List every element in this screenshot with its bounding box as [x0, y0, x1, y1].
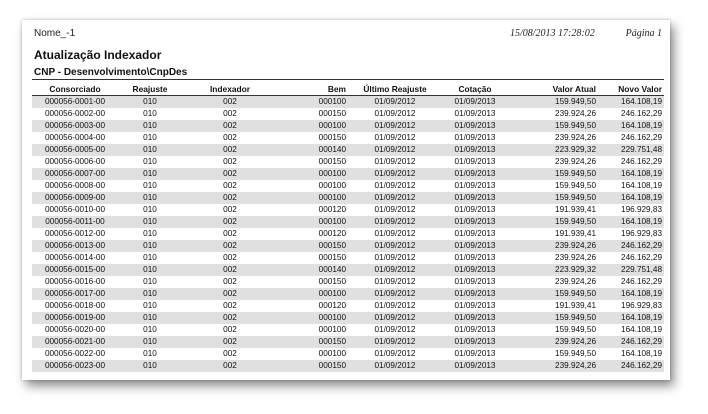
- cell-indexador: 002: [182, 192, 278, 204]
- cell-bem: 000140: [278, 264, 348, 276]
- cell-consorciado: 000056-0007-00: [32, 168, 118, 180]
- cell-ultimo-reajuste: 01/09/2012: [374, 109, 416, 118]
- cell-reajuste: 010: [118, 192, 182, 204]
- results-table: [32, 82, 664, 372]
- cell-consorciado: 000056-0023-00: [32, 360, 118, 372]
- cell-valor-atual: 223.929,32: [508, 144, 598, 156]
- cell-cotacao: 01/09/2013: [442, 288, 508, 300]
- cell-reajuste: 010: [118, 360, 182, 372]
- cell-valor-atual: 159.949,50: [508, 120, 598, 132]
- cell-novo-valor: 164.108,19: [598, 216, 664, 228]
- cell-valor-atual: 159.949,50: [555, 349, 596, 358]
- cell-ultimo-reajuste: 01/09/2012: [374, 181, 416, 190]
- col-header: Indexador: [182, 82, 278, 96]
- report-title: Atualização Indexador: [34, 48, 162, 62]
- cell-consorciado: 000056-0022-00: [44, 349, 106, 358]
- cell-bem: 000150: [318, 133, 346, 142]
- cell-novo-valor: 164.108,19: [598, 288, 664, 300]
- cell-reajuste: 010: [118, 216, 182, 228]
- cell-consorciado: 000056-0005-00: [32, 144, 118, 156]
- cell-indexador: 002: [223, 253, 237, 262]
- cell-consorciado: 000056-0013-00: [32, 240, 118, 252]
- cell-reajuste: 010: [118, 144, 182, 156]
- table-row: [32, 348, 664, 360]
- report-page: [22, 20, 670, 380]
- cell-indexador: 002: [182, 144, 278, 156]
- cell-bem: 000120: [318, 301, 346, 310]
- cell-novo-valor: 164.108,19: [598, 192, 664, 204]
- cell-indexador: 002: [223, 277, 237, 286]
- cell-valor-atual: 239.924,26: [508, 360, 598, 372]
- col-header: Valor Atual: [508, 82, 598, 96]
- table-row: [32, 324, 664, 336]
- cell-bem: 000150: [278, 240, 348, 252]
- cell-consorciado: 000056-0019-00: [32, 312, 118, 324]
- cell-valor-atual: 159.949,50: [508, 288, 598, 300]
- cell-cotacao: 01/09/2013: [442, 360, 508, 372]
- table-row: [32, 264, 664, 276]
- cell-ultimo-reajuste: 01/09/2012: [348, 192, 442, 204]
- table-row: [32, 228, 664, 240]
- cell-novo-valor: 164.108,19: [598, 168, 664, 180]
- cell-indexador: 002: [182, 360, 278, 372]
- cell-reajuste: 010: [118, 96, 182, 109]
- cell-indexador: 002: [182, 240, 278, 252]
- cell-novo-valor: 164.108,19: [621, 325, 662, 334]
- report-name: Nome_-1: [34, 28, 76, 39]
- cell-reajuste: 010: [143, 229, 157, 238]
- cell-cotacao: 01/09/2013: [454, 301, 496, 310]
- cell-cotacao: 01/09/2013: [442, 216, 508, 228]
- cell-consorciado: 000056-0021-00: [32, 336, 118, 348]
- cell-reajuste: 010: [143, 301, 157, 310]
- table-row: [32, 132, 664, 144]
- cell-novo-valor: 246.162,29: [621, 253, 662, 262]
- cell-valor-atual: 159.949,50: [508, 312, 598, 324]
- cell-cotacao: 01/09/2013: [454, 253, 496, 262]
- page-header: [32, 28, 664, 42]
- cell-bem: 000150: [318, 109, 346, 118]
- cell-reajuste: 010: [143, 133, 157, 142]
- cell-consorciado: 000056-0010-00: [44, 205, 106, 214]
- cell-cotacao: 01/09/2013: [454, 349, 496, 358]
- cell-indexador: 002: [182, 264, 278, 276]
- cell-indexador: 002: [223, 349, 237, 358]
- cell-bem: 000100: [278, 120, 348, 132]
- table-row: [32, 144, 664, 156]
- cell-consorciado: 000056-0009-00: [32, 192, 118, 204]
- cell-bem: 000100: [318, 349, 346, 358]
- table-row: [32, 180, 664, 192]
- cell-bem: 000150: [278, 360, 348, 372]
- cell-ultimo-reajuste: 01/09/2012: [374, 301, 416, 310]
- cell-indexador: 002: [182, 336, 278, 348]
- table-row: [32, 312, 664, 324]
- cell-consorciado: 000056-0016-00: [44, 277, 106, 286]
- cell-ultimo-reajuste: 01/09/2012: [348, 240, 442, 252]
- section-label: CNP - Desenvolvimento\CnpDes: [34, 67, 188, 78]
- cell-indexador: 002: [223, 109, 237, 118]
- cell-reajuste: 010: [143, 205, 157, 214]
- cell-bem: 000120: [318, 229, 346, 238]
- cell-ultimo-reajuste: 01/09/2012: [374, 205, 416, 214]
- table-row: [32, 300, 664, 312]
- table-row: [32, 336, 664, 348]
- cell-indexador: 002: [223, 181, 237, 190]
- cell-consorciado: 000056-0004-00: [44, 133, 106, 142]
- cell-reajuste: 010: [118, 240, 182, 252]
- cell-indexador: 002: [182, 216, 278, 228]
- cell-valor-atual: 159.949,50: [555, 325, 596, 334]
- cell-bem: 000100: [278, 216, 348, 228]
- cell-ultimo-reajuste: 01/09/2012: [374, 133, 416, 142]
- cell-reajuste: 010: [143, 109, 157, 118]
- cell-cotacao: 01/09/2013: [454, 157, 496, 166]
- cell-cotacao: 01/09/2013: [442, 96, 508, 109]
- cell-valor-atual: 239.924,26: [555, 253, 596, 262]
- cell-cotacao: 01/09/2013: [442, 192, 508, 204]
- cell-ultimo-reajuste: 01/09/2012: [348, 360, 442, 372]
- col-header: Consorciado: [32, 82, 118, 96]
- cell-reajuste: 010: [143, 253, 157, 262]
- col-header: Novo Valor: [598, 82, 664, 96]
- table-row: [32, 120, 664, 132]
- table-row: [32, 360, 664, 372]
- cell-valor-atual: 159.949,50: [508, 216, 598, 228]
- cell-cotacao: 01/09/2013: [454, 109, 496, 118]
- cell-novo-valor: 196.929,83: [621, 301, 662, 310]
- cell-cotacao: 01/09/2013: [454, 277, 496, 286]
- cell-novo-valor: 246.162,29: [598, 240, 664, 252]
- cell-valor-atual: 191.939,41: [555, 205, 596, 214]
- cell-cotacao: 01/09/2013: [442, 264, 508, 276]
- table-row: [32, 96, 664, 109]
- cell-valor-atual: 159.949,50: [508, 168, 598, 180]
- cell-cotacao: 01/09/2013: [442, 144, 508, 156]
- cell-bem: 000120: [318, 205, 346, 214]
- cell-consorciado: 000056-0014-00: [44, 253, 106, 262]
- cell-indexador: 002: [182, 168, 278, 180]
- cell-consorciado: 000056-0008-00: [44, 181, 106, 190]
- cell-cotacao: 01/09/2013: [442, 168, 508, 180]
- cell-valor-atual: 239.924,26: [555, 109, 596, 118]
- cell-indexador: 002: [223, 301, 237, 310]
- table-row: [32, 204, 664, 216]
- cell-ultimo-reajuste: 01/09/2012: [374, 349, 416, 358]
- cell-consorciado: 000056-0006-00: [44, 157, 106, 166]
- cell-novo-valor: 246.162,29: [621, 133, 662, 142]
- cell-novo-valor: 196.929,83: [621, 205, 662, 214]
- cell-cotacao: 01/09/2013: [454, 133, 496, 142]
- cell-novo-valor: 164.108,19: [598, 120, 664, 132]
- cell-bem: 000150: [278, 336, 348, 348]
- table-row: [32, 276, 664, 288]
- cell-bem: 000100: [278, 168, 348, 180]
- cell-indexador: 002: [223, 205, 237, 214]
- cell-novo-valor: 229.751,48: [598, 264, 664, 276]
- cell-consorciado: 000056-0003-00: [32, 120, 118, 132]
- table-row: [32, 216, 664, 228]
- cell-bem: 000100: [318, 325, 346, 334]
- col-header: Reajuste: [118, 82, 182, 96]
- table-row: [32, 288, 664, 300]
- cell-consorciado: 000056-0020-00: [44, 325, 106, 334]
- cell-reajuste: 010: [118, 264, 182, 276]
- cell-ultimo-reajuste: 01/09/2012: [348, 264, 442, 276]
- cell-ultimo-reajuste: 01/09/2012: [348, 288, 442, 300]
- cell-novo-valor: 246.162,29: [621, 277, 662, 286]
- cell-reajuste: 010: [143, 157, 157, 166]
- cell-cotacao: 01/09/2013: [442, 120, 508, 132]
- cell-cotacao: 01/09/2013: [442, 312, 508, 324]
- cell-consorciado: 000056-0018-00: [44, 301, 106, 310]
- cell-valor-atual: 239.924,26: [555, 277, 596, 286]
- col-header: Bem: [278, 82, 348, 96]
- cell-cotacao: 01/09/2013: [442, 336, 508, 348]
- table-row: [32, 192, 664, 204]
- table-row: [32, 108, 664, 120]
- cell-indexador: 002: [223, 133, 237, 142]
- cell-cotacao: 01/09/2013: [454, 229, 496, 238]
- cell-novo-valor: 246.162,29: [621, 109, 662, 118]
- col-header: Último Reajuste: [348, 82, 442, 96]
- cell-reajuste: 010: [118, 168, 182, 180]
- cell-cotacao: 01/09/2013: [454, 181, 496, 190]
- cell-reajuste: 010: [143, 325, 157, 334]
- cell-consorciado: 000056-0017-00: [32, 288, 118, 300]
- table-row: [32, 252, 664, 264]
- cell-ultimo-reajuste: 01/09/2012: [348, 216, 442, 228]
- cell-valor-atual: 159.949,50: [508, 96, 598, 109]
- cell-ultimo-reajuste: 01/09/2012: [374, 325, 416, 334]
- cell-cotacao: 01/09/2013: [442, 240, 508, 252]
- cell-ultimo-reajuste: 01/09/2012: [374, 253, 416, 262]
- cell-ultimo-reajuste: 01/09/2012: [374, 277, 416, 286]
- cell-valor-atual: 239.924,26: [508, 240, 598, 252]
- cell-indexador: 002: [182, 312, 278, 324]
- cell-indexador: 002: [182, 120, 278, 132]
- cell-bem: 000100: [278, 312, 348, 324]
- cell-novo-valor: 196.929,83: [621, 229, 662, 238]
- table-header-row: [32, 82, 664, 96]
- cell-consorciado: 000056-0001-00: [32, 96, 118, 109]
- header-divider: [32, 79, 664, 80]
- report-datetime: 15/08/2013 17:28:02: [510, 28, 595, 39]
- cell-novo-valor: 164.108,19: [598, 96, 664, 109]
- cell-indexador: 002: [223, 157, 237, 166]
- cell-ultimo-reajuste: 01/09/2012: [348, 120, 442, 132]
- cell-bem: 000100: [318, 181, 346, 190]
- cell-indexador: 002: [182, 288, 278, 300]
- cell-novo-valor: 164.108,19: [621, 349, 662, 358]
- cell-reajuste: 010: [118, 312, 182, 324]
- table-row: [32, 156, 664, 168]
- cell-valor-atual: 239.924,26: [555, 157, 596, 166]
- cell-ultimo-reajuste: 01/09/2012: [374, 229, 416, 238]
- cell-ultimo-reajuste: 01/09/2012: [348, 96, 442, 109]
- cell-bem: 000100: [278, 288, 348, 300]
- cell-bem: 000100: [278, 192, 348, 204]
- cell-bem: 000140: [278, 144, 348, 156]
- cell-consorciado: 000056-0002-00: [44, 109, 106, 118]
- cell-indexador: 002: [182, 96, 278, 109]
- cell-novo-valor: 164.108,19: [598, 312, 664, 324]
- cell-reajuste: 010: [118, 336, 182, 348]
- cell-reajuste: 010: [143, 349, 157, 358]
- cell-consorciado: 000056-0015-00: [32, 264, 118, 276]
- cell-bem: 000100: [278, 96, 348, 109]
- cell-novo-valor: 246.162,29: [621, 157, 662, 166]
- cell-ultimo-reajuste: 01/09/2012: [374, 157, 416, 166]
- cell-bem: 000150: [318, 253, 346, 262]
- cell-ultimo-reajuste: 01/09/2012: [348, 144, 442, 156]
- cell-bem: 000150: [318, 157, 346, 166]
- cell-consorciado: 000056-0012-00: [44, 229, 106, 238]
- cell-reajuste: 010: [118, 288, 182, 300]
- cell-valor-atual: 239.924,26: [555, 133, 596, 142]
- cell-novo-valor: 246.162,29: [598, 336, 664, 348]
- cell-ultimo-reajuste: 01/09/2012: [348, 168, 442, 180]
- cell-valor-atual: 191.939,41: [555, 301, 596, 310]
- cell-indexador: 002: [223, 229, 237, 238]
- table-row: [32, 168, 664, 180]
- cell-reajuste: 010: [118, 120, 182, 132]
- cell-cotacao: 01/09/2013: [454, 205, 496, 214]
- cell-ultimo-reajuste: 01/09/2012: [348, 312, 442, 324]
- cell-reajuste: 010: [143, 181, 157, 190]
- page-number: Página 1: [625, 28, 662, 39]
- cell-valor-atual: 223.929,32: [508, 264, 598, 276]
- cell-novo-valor: 246.162,29: [598, 360, 664, 372]
- cell-valor-atual: 239.924,26: [508, 336, 598, 348]
- cell-valor-atual: 191.939,41: [555, 229, 596, 238]
- table-row: [32, 240, 664, 252]
- cell-novo-valor: 229.751,48: [598, 144, 664, 156]
- table-body: [32, 96, 664, 373]
- cell-valor-atual: 159.949,50: [555, 181, 596, 190]
- cell-cotacao: 01/09/2013: [454, 325, 496, 334]
- cell-indexador: 002: [223, 325, 237, 334]
- cell-reajuste: 010: [143, 277, 157, 286]
- col-header: Cotação: [442, 82, 508, 96]
- cell-consorciado: 000056-0011-00: [32, 216, 118, 228]
- cell-novo-valor: 164.108,19: [621, 181, 662, 190]
- cell-valor-atual: 159.949,50: [508, 192, 598, 204]
- cell-ultimo-reajuste: 01/09/2012: [348, 336, 442, 348]
- cell-bem: 000150: [318, 277, 346, 286]
